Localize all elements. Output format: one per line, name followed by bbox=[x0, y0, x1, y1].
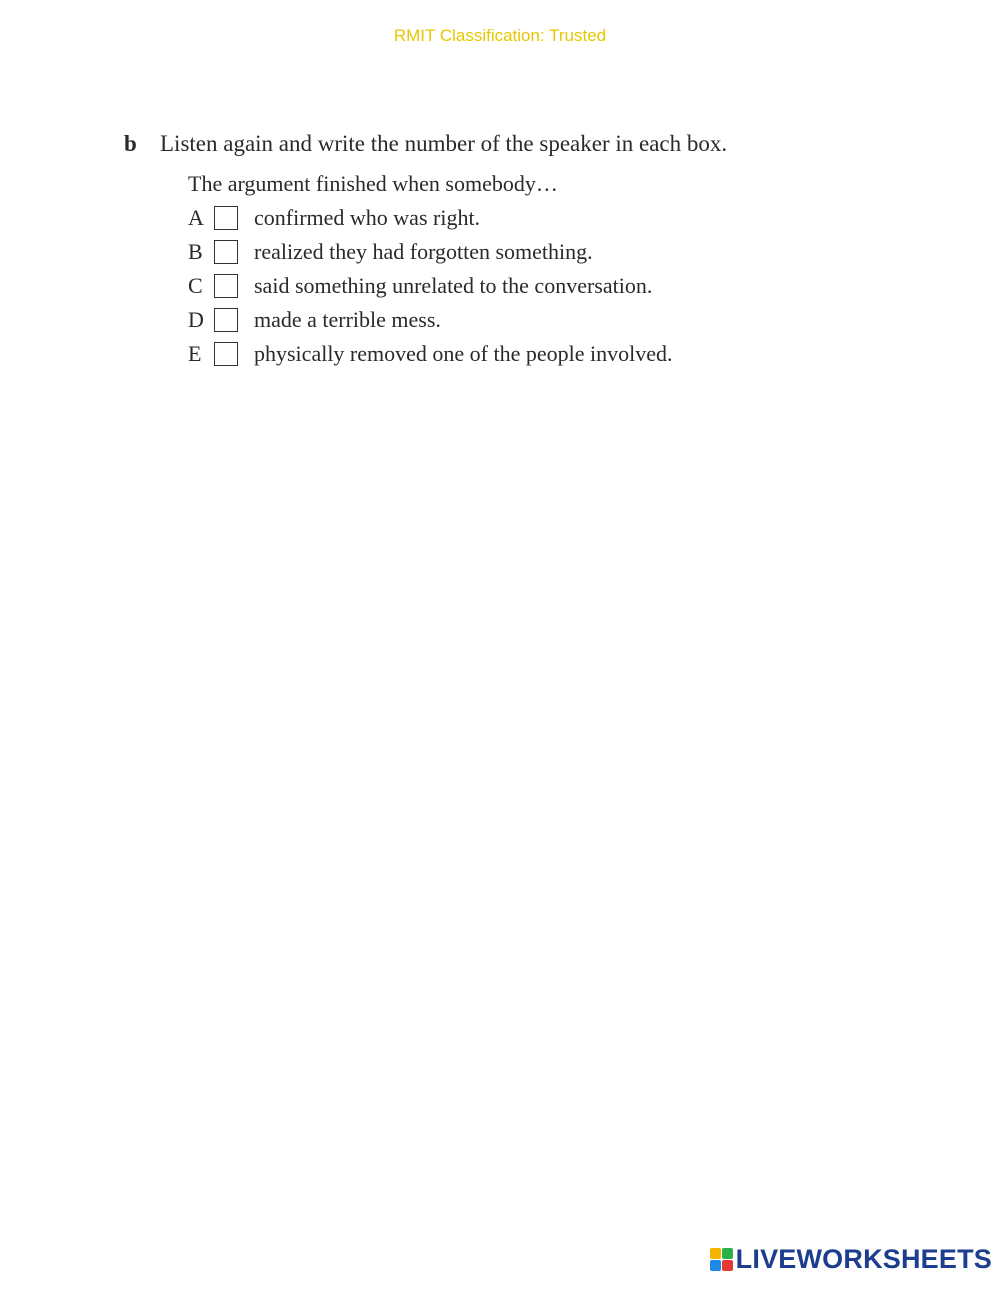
exercise-header bbox=[124, 128, 764, 159]
exercise-instruction: Listen again and write the number of the speaker in each box. bbox=[160, 131, 728, 156]
option-e bbox=[188, 337, 764, 371]
option-letter: A bbox=[188, 205, 204, 230]
options-list bbox=[188, 201, 764, 371]
option-b bbox=[188, 235, 764, 269]
classification-label: RMIT Classification: Trusted bbox=[393, 26, 607, 45]
exercise-b bbox=[124, 128, 764, 371]
option-d bbox=[188, 303, 764, 337]
liveworksheets-icon bbox=[710, 1248, 733, 1271]
icon-square bbox=[710, 1248, 721, 1259]
icon-square bbox=[710, 1260, 721, 1271]
option-text: realized they had forgotten something. bbox=[254, 239, 593, 264]
option-letter: B bbox=[188, 239, 203, 264]
option-letter: E bbox=[188, 341, 202, 366]
liveworksheets-logo bbox=[710, 1244, 992, 1275]
option-text: confirmed who was right. bbox=[254, 205, 481, 230]
answer-box-d[interactable] bbox=[214, 308, 238, 332]
brand-name: LIVEWORKSHEETS bbox=[735, 1244, 992, 1274]
icon-square bbox=[722, 1248, 733, 1259]
option-text: made a terrible mess. bbox=[254, 307, 441, 332]
option-letter: C bbox=[188, 273, 203, 298]
exercise-letter: b bbox=[124, 131, 137, 156]
answer-box-a[interactable] bbox=[214, 206, 238, 230]
answer-box-b[interactable] bbox=[214, 240, 238, 264]
option-text: said something unrelated to the conversation. bbox=[254, 273, 653, 298]
answer-box-e[interactable] bbox=[214, 342, 238, 366]
option-a bbox=[188, 201, 764, 235]
answer-box-c[interactable] bbox=[214, 274, 238, 298]
option-c bbox=[188, 269, 764, 303]
option-letter: D bbox=[188, 307, 204, 332]
question-lead: The argument finished when somebody… bbox=[188, 171, 558, 196]
icon-square bbox=[722, 1260, 733, 1271]
option-text: physically removed one of the people involved. bbox=[254, 341, 673, 366]
